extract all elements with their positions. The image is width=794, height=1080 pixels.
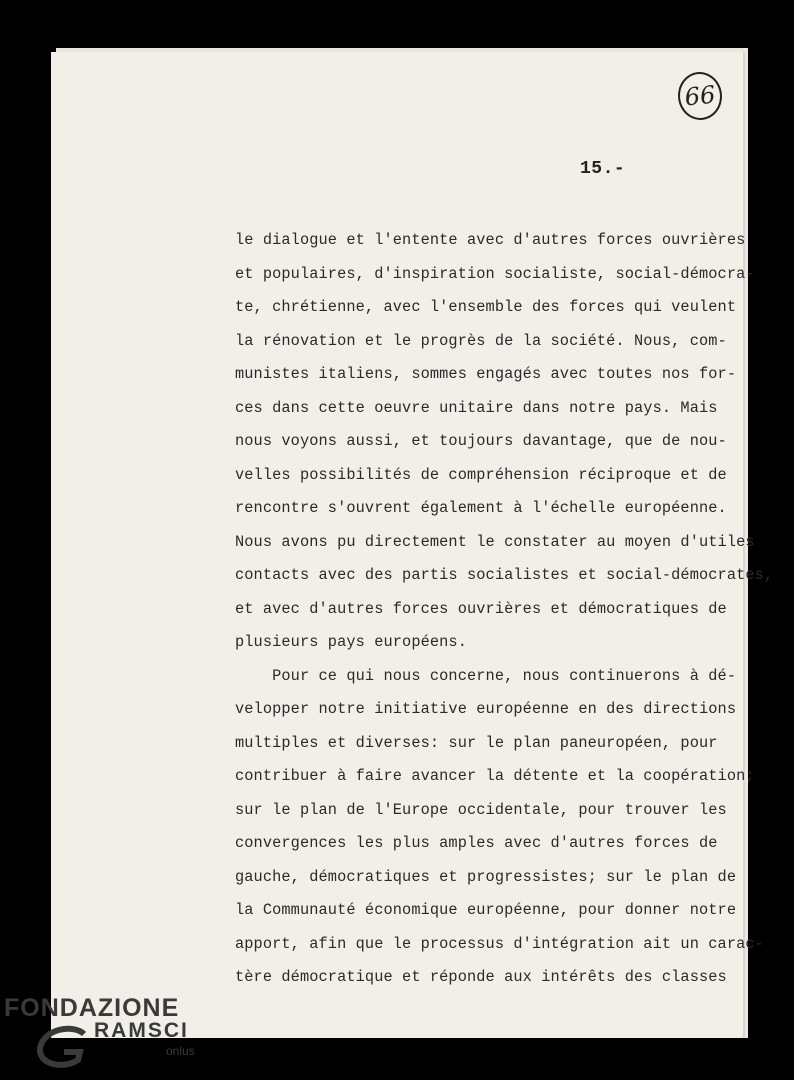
watermark-onlus: onlus xyxy=(166,1044,195,1058)
text-line: Nous avons pu directement le constater au moyen d'utiles xyxy=(235,532,755,551)
text-line: apport, afin que le processus d'intégration ait un carac- xyxy=(235,934,764,953)
text-line: Pour ce qui nous concerne, nous continuerons à dé- xyxy=(235,666,737,685)
text-line: et populaires, d'inspiration socialiste, social-démocra- xyxy=(235,264,755,283)
fondazione-gramsci-watermark xyxy=(4,994,204,1074)
text-line: convergences les plus amples avec d'autres forces de xyxy=(235,834,718,852)
text-line: velopper notre initiative européenne en des directions xyxy=(235,700,737,718)
text-line: munistes italiens, sommes engagés avec toutes nos for- xyxy=(235,365,737,383)
watermark-subtitle: RAMSCI xyxy=(94,1019,189,1042)
text-line: contacts avec des partis socialistes et social-démocrates, xyxy=(235,566,774,584)
text-line: le dialogue et l'entente avec d'autres forces ouvrières xyxy=(235,231,746,249)
text-line: velles possibilités de compréhension réciproque et de xyxy=(235,465,727,484)
gramsci-logo-icon xyxy=(34,1024,94,1072)
text-line: la Communauté économique européenne, pour donner notre xyxy=(235,901,737,919)
text-line: ces dans cette oeuvre unitaire dans notre pays. Mais xyxy=(235,398,718,417)
page-number: 15.- xyxy=(580,159,626,179)
text-line: gauche, démocratiques et progressistes; sur le plan de xyxy=(235,867,737,886)
text-line: contribuer à faire avancer la détente et la coopération; xyxy=(235,767,755,785)
text-line: te, chrétienne, avec l'ensemble des forces qui veulent xyxy=(235,298,737,316)
text-line: et avec d'autres forces ouvrières et démocratiques de xyxy=(235,599,727,618)
text-line: multiples et diverses: sur le plan paneuropéen, pour xyxy=(235,733,718,752)
text-line: rencontre s'ouvrent également à l'échelle européenne. xyxy=(235,499,727,517)
text-line: plusieurs pays européens. xyxy=(235,633,467,651)
document-body xyxy=(235,224,774,995)
text-line: sur le plan de l'Europe occidentale, pour trouver les xyxy=(235,800,727,819)
watermark-title: FONDAZIONE xyxy=(4,994,180,1022)
text-line: nous voyons aussi, et toujours davantage, que de nou- xyxy=(235,432,727,450)
archive-number-stamp: 66 xyxy=(676,70,725,122)
text-line: la rénovation et le progrès de la société. Nous, com- xyxy=(235,331,727,350)
text-line: tère démocratique et réponde aux intérêts des classes xyxy=(235,968,727,986)
